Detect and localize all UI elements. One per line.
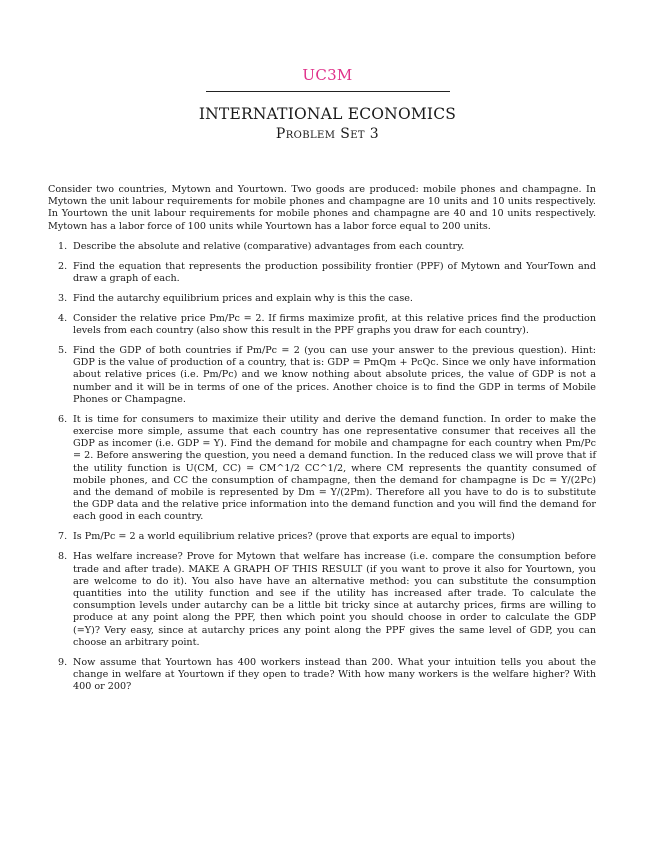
question-list — [48, 241, 596, 694]
question-number: 8. — [58, 551, 68, 563]
question-number: 5. — [58, 345, 68, 357]
problem-set-title: Problem Set 3 — [275, 126, 380, 142]
question-text: Find the GDP of both countries if Pm/Pc = 2 (you can use your answer to the previous question). Hint: GDP is the value of production of a country, that is: GDP = PmQm + PcQc. Since we only have information about relative prices (i.e. Pm/Pc) and we know nothing about absolute prices, the value of GDP is not a number and it will be in terms of one of the prices. Another choice is to find the GDP in terms of Mobile Phones or Champagne. — [73, 345, 596, 405]
question-text: Is Pm/Pc = 2 a world equilibrium relative prices? (prove that exports are equal to imports) — [73, 531, 515, 543]
question-number: 2. — [58, 260, 68, 272]
question-item — [48, 657, 596, 694]
university-name: UC3M — [302, 66, 353, 84]
question-item — [48, 551, 596, 649]
question-item — [48, 293, 596, 305]
document-header — [0, 66, 655, 142]
intro-paragraph: Consider two countries, Mytown and Yourtown. Two goods are produced: mobile phones and champagne. In Mytown the unit labour requirements for mobile phones and champagne are 10 units and 10 units respectively. In Yourtown the unit labour requirements for mobile phones and champagne are 40 and 10 units respectively. Mytown has a labor force of 100 units while Yourtown has a labor force equal to 200 units. — [48, 184, 596, 232]
question-item — [48, 345, 596, 406]
question-number: 4. — [58, 312, 68, 324]
question-text: It is time for consumers to maximize their utility and derive the demand function. In order to make the exercise more simple, assume that each country has one representative consumer that receives all the GDP as incomer (i.e. GDP = Y). Find the demand for mobile and champagne for each country when Pm/Pc = 2. Before answering the question, you need a demand function. In the reduced class we will prove that if the utility function is U(CM, CC) = CM^1/2 CC^1/2, where CM represents the quantity consumed of mobile phones, and CC the consumption of champagne, then the demand for champagne is Dc = Y/(2Pc) and the demand of mobile is represented by Dm = Y/(2Pm). Therefore all you have to do is to substitute the GDP data and the relative price information into the demand function and you will find the demand for each good in each country. — [73, 413, 596, 523]
question-item — [48, 531, 596, 543]
question-item — [48, 313, 596, 337]
question-item — [48, 261, 596, 285]
question-item — [48, 241, 596, 253]
header-rule — [206, 91, 450, 92]
question-number: 7. — [58, 531, 68, 543]
question-item — [48, 414, 596, 524]
question-number: 3. — [58, 292, 68, 304]
question-text: Consider the relative price Pm/Pc = 2. If firms maximize profit, at this relative prices find the production levels from each country (also show this result in the PPF graphs you draw for each country). — [73, 312, 596, 337]
question-number: 9. — [58, 656, 68, 668]
question-text: Now assume that Yourtown has 400 workers instead than 200. What your intuition tells you about the change in welfare at Yourtown if they open to trade? With how many workers is the welfare higher? With 400 or 200? — [73, 656, 596, 693]
document-body — [48, 184, 596, 693]
course-title: INTERNATIONAL ECONOMICS — [198, 105, 457, 123]
question-text: Find the equation that represents the production possibility frontier (PPF) of Mytown and YourTown and draw a graph of each. — [73, 260, 596, 284]
question-text: Describe the absolute and relative (comparative) advantages from each country. — [73, 240, 465, 252]
question-number: 1. — [58, 240, 68, 252]
question-text: Has welfare increase? Prove for Mytown that welfare has increase (i.e. compare the consumption before trade and after trade). MAKE A GRAPH OF THIS RESULT (if you want to prove it also for Yourtown, you are welcome to do it). You also have have an alternative method: you can substitute the consumption quantities into the utility function and see if the utility has increased after trade. To calculate the consumption levels under autarchy can be a little bit tricky since at autarchy prices, firms are willing to produce at any point along the PPF, then which point you should choose in order to calculate the GDP (=Y)? Very easy, since at autarchy prices any point along the PPF gives the same level of GDP, you can choose an arbitrary point. — [73, 551, 596, 648]
question-text: Find the autarchy equilibrium prices and explain why is this the case. — [73, 292, 413, 304]
question-number: 6. — [58, 413, 68, 425]
